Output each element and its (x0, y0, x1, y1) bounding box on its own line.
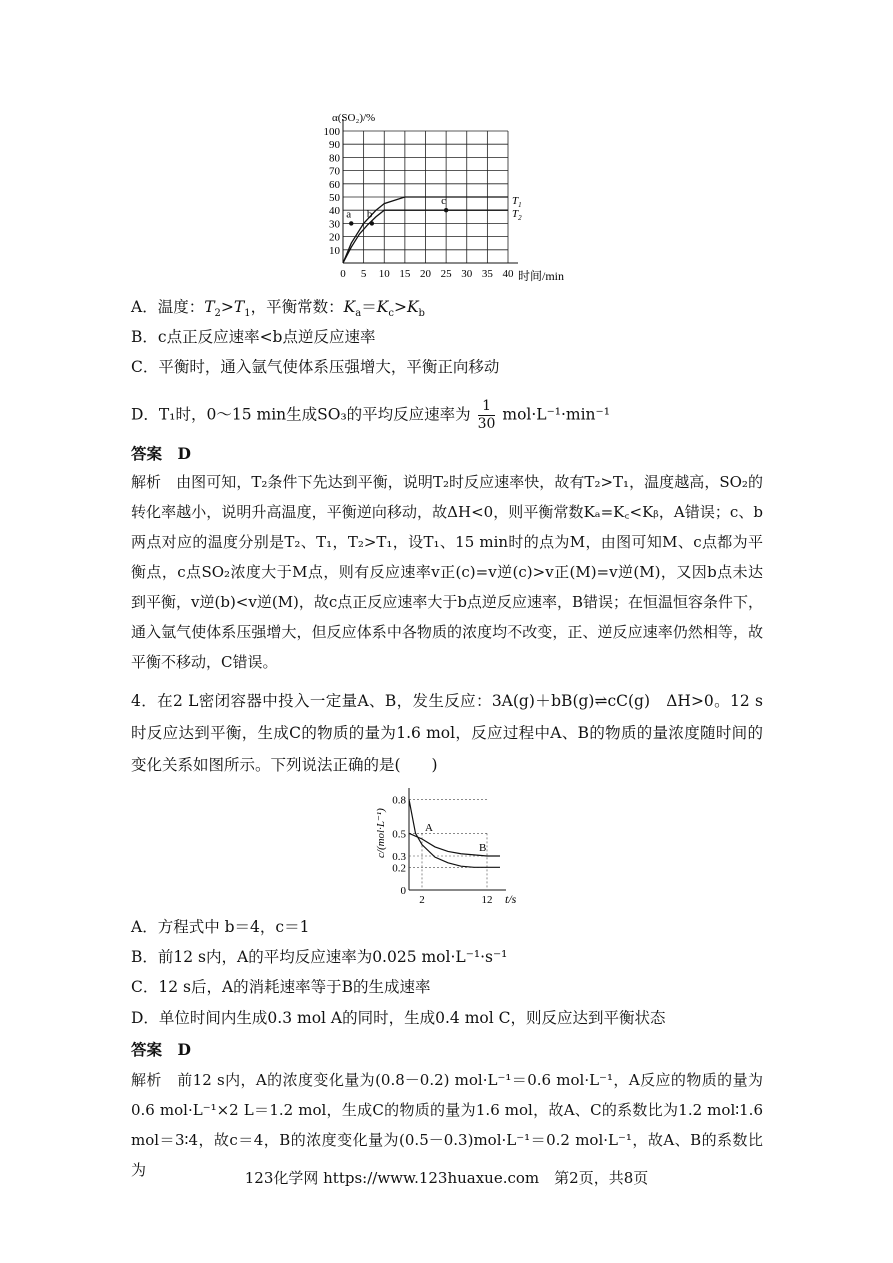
chart-concentration-time (368, 780, 528, 910)
y-tick-label: 30 (329, 218, 340, 231)
q4-analysis: 解析 前12 s内，A的浓度变化量为(0.8－0.2) mol·L⁻¹＝0.6 mol·L⁻¹，A反应的物质的量为0.6 mol·L⁻¹×2 L＝1.2 mol，生成C的物质的量为1.6 mol，故A、C的系数比为1.2 mol∶1.6 mol＝3∶4，故c＝4，B的浓度变化量为(0.5－0.3)mol·L⁻¹＝0.2 mol·L⁻¹，故A、B的系数比为 (131, 1071, 763, 1179)
y-tick-label: 0.2 (392, 862, 406, 875)
point-c (444, 208, 448, 212)
curve-label-t1: $T_1$ (512, 195, 522, 209)
x-tick-label: 10 (378, 268, 390, 280)
q3-option-c: C．平衡时，通入氩气使体系压强增大，平衡正向移动 (131, 358, 500, 376)
q3-option-b: B．c点正反应速率<b点逆反应速率 (131, 328, 376, 346)
point-label-b: b (366, 208, 373, 221)
chart1-ylabel: α(SO₂)/% (332, 112, 376, 124)
q3-option-a: A．温度：$T_2>T_1$，平衡常数：$K_a=K_c>K_b$ (131, 298, 425, 320)
y-tick-label: 0.3 (392, 851, 406, 863)
fraction-den: 30 (477, 416, 496, 432)
y-tick-label: 40 (329, 205, 340, 218)
x-tick-label: 25 (440, 268, 452, 280)
x-tick-label: 5 (360, 268, 367, 280)
chart1-xlabel: 时间/min (518, 269, 565, 283)
y-tick-label: 10 (329, 244, 340, 257)
x-tick-label: 40 (502, 268, 514, 280)
q3-analysis: 解析 由图可知，T₂条件下先达到平衡，说明T₂时反应速率快，故有T₂>T₁，温度越高，SO₂的转化率越小，说明升高温度，平衡逆向移动，故ΔH<0，则平衡常数Kₐ=K꜀<Kᵦ，A错误；c、b两点对应的温度分别是T₂、T₁，T₂>T₁，设T₁、15 min时的点为M，由图可知M、c点都为平衡点，c点SO₂浓度大于M点，则有反应速率v正(c)=v逆(c)>v正(M)=v逆(M)，又因b点未达到平衡，v逆(b)<v逆(M)，故c点正反应速率大于b点逆反应速率，B错误；在恒温恒容条件下，通入氩气使体系压强增大，但反应体系中各物质的浓度均不改变，正、逆反应速率仍然相等，故平衡不移动，C错误。 (131, 473, 763, 671)
y-tick-label: 0.5 (392, 828, 406, 841)
y-tick-label: 60 (329, 178, 340, 191)
q4-option-b: B．前12 s内，A的平均反应速率为0.025 mol·L⁻¹·s⁻¹ (131, 948, 508, 966)
y-tick-label: 100 (323, 126, 340, 138)
curve-label-a: A (425, 822, 433, 834)
q4-option-c: C．12 s后，A的消耗速率等于B的生成速率 (131, 978, 431, 996)
point-label-a: a (346, 208, 352, 221)
y-tick-label: 20 (329, 231, 340, 244)
page-footer: 123化学网 https://www.123huaxue.com 第2页，共8页 (244, 1169, 649, 1187)
q3-option-d-post: mol·L⁻¹·min⁻¹ (502, 405, 610, 424)
point-label-c: c (441, 195, 447, 208)
chart1-grid (343, 119, 518, 263)
x-tick-label: 2 (419, 894, 425, 906)
chart2-ylabel: c/(mol·L⁻¹) (375, 808, 387, 858)
q4-option-d: D．单位时间内生成0.3 mol A的同时，生成0.4 mol C，则反应达到平衡状态 (131, 1009, 666, 1027)
y-tick-label: 80 (329, 152, 340, 165)
x-tick-label: 35 (481, 268, 493, 280)
q3-option-d (131, 398, 610, 433)
curve-label-b: B (479, 842, 487, 854)
point-b (370, 221, 374, 225)
x-tick-label: 20 (420, 268, 431, 280)
point-a (349, 221, 353, 225)
q4-answer: 答案 D (131, 1040, 191, 1059)
x-tick-label: 0 (340, 268, 346, 280)
x-tick-label: 30 (461, 268, 473, 280)
y-tick-label: 0 (400, 885, 406, 897)
q3-answer: 答案 D (131, 444, 191, 463)
q4-stem: 4．在2 L密闭容器中投入一定量A、B，发生反应：3A(g)＋bB(g)⇌cC(g) ΔH>0。12 s时反应达到平衡，生成C的物质的量为1.6 mol，反应过程中A、B的物质的量浓度随时间的变化关系如图所示。下列说法正确的是( ) (131, 692, 763, 774)
chart2-xlabel: t/s (505, 892, 517, 906)
x-tick-label: 15 (399, 268, 411, 280)
chart1-ticks (324, 126, 515, 280)
y-tick-label: 0.8 (392, 794, 406, 807)
x-tick-label: 12 (481, 894, 493, 906)
y-tick-label: 70 (329, 165, 340, 178)
fraction (478, 398, 496, 433)
chart-so2-conversion (310, 105, 590, 285)
q3-option-d-pre: D．T₁时，0～15 min生成SO₃的平均反应速率为 (131, 405, 471, 424)
fraction-num: 1 (478, 398, 496, 416)
y-tick-label: 90 (329, 139, 340, 152)
y-tick-label: 50 (329, 192, 340, 204)
chart2-drawing (392, 788, 506, 906)
curve-label-t2: $T_2$ (512, 208, 522, 222)
q4-option-a: A．方程式中 b＝4，c＝1 (131, 918, 310, 936)
